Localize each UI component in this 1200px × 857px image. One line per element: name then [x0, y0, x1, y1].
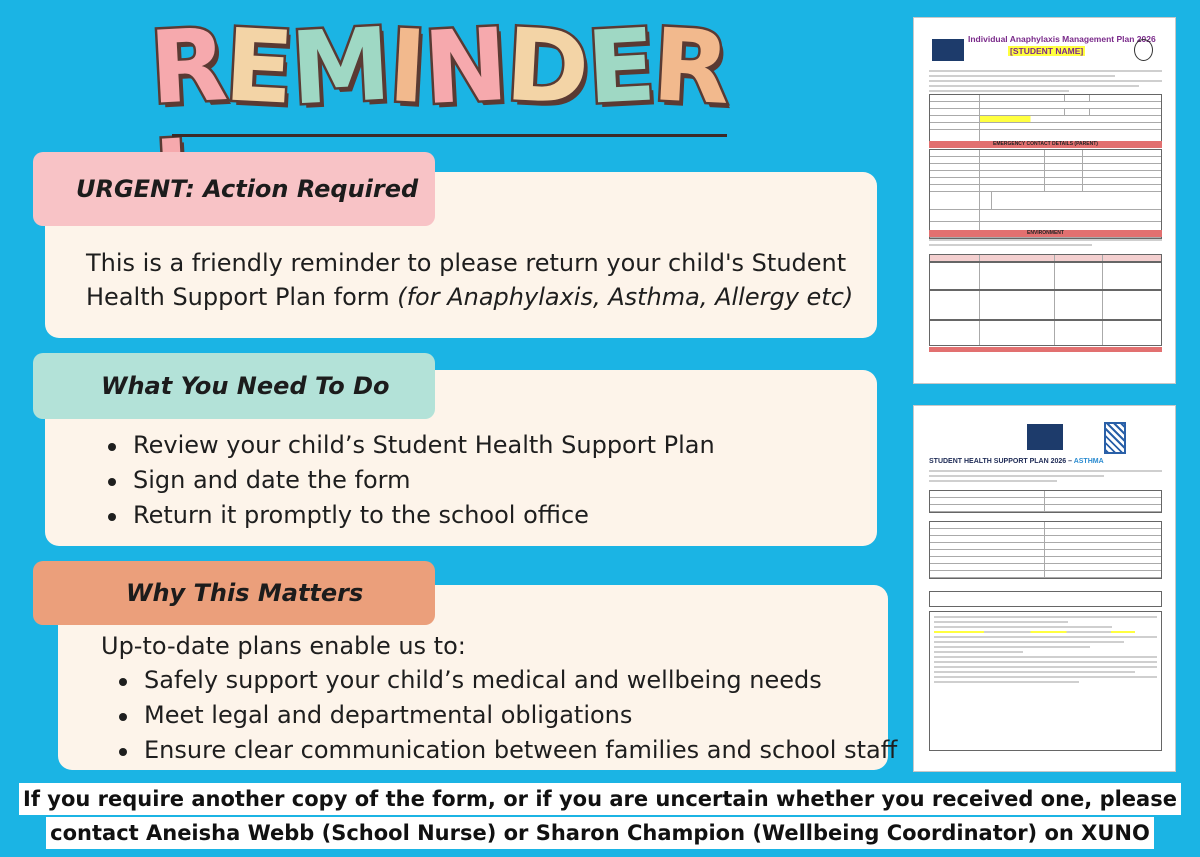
- face-icon: [1134, 39, 1153, 61]
- title-letter: E: [583, 6, 657, 127]
- title-letter: R: [146, 6, 228, 127]
- doc2-student-table: [929, 490, 1162, 513]
- school-logo: [1027, 424, 1063, 450]
- doc1-intro-lines: [929, 70, 1162, 95]
- urgent-line-1: This is a friendly reminder to please return your child's Student: [86, 249, 847, 277]
- why-heading: Why This Matters: [126, 579, 364, 607]
- list-item: Meet legal and departmental obligations: [115, 698, 897, 733]
- footer-line-1: If you require another copy of the form, or if you are uncertain whether you received one, please: [19, 783, 1181, 815]
- urgent-line-2: [86, 280, 866, 314]
- anaphylaxis-plan-thumbnail: [913, 17, 1176, 384]
- why-intro: Up-to-date plans enable us to:: [101, 632, 466, 660]
- asthma-plan-thumbnail: [913, 405, 1176, 772]
- why-list: [115, 663, 897, 768]
- list-item: Safely support your child’s medical and wellbeing needs: [115, 663, 897, 698]
- doc1-title: Individual Anaphylaxis Management Plan 2026: [968, 34, 1156, 44]
- list-item: Ensure clear communication between families and school staff: [115, 733, 897, 768]
- footer-note: [0, 783, 1200, 851]
- title-letter: E: [222, 6, 295, 127]
- doc2-consent-box: [929, 611, 1162, 751]
- title-letter: D: [502, 5, 590, 128]
- doc2-action-plan-box: [929, 591, 1162, 607]
- list-item: Return it promptly to the school office: [104, 498, 715, 533]
- doc2-title: [929, 458, 1104, 465]
- doc2-title-condition: ASTHMA: [1073, 458, 1104, 465]
- title-letter: I: [385, 7, 428, 126]
- why-heading-tab: [33, 561, 435, 625]
- doc1-student-name: [STUDENT NAME]: [1010, 46, 1084, 56]
- title-letter: M: [288, 5, 392, 128]
- doc2-contact-table: [929, 521, 1162, 579]
- todo-heading: What You Need To Do: [101, 372, 390, 400]
- urgent-heading: URGENT: Action Required: [76, 175, 419, 203]
- urgent-line-2-italic: (for Anaphylaxis, Asthma, Allergy etc): [397, 283, 854, 311]
- title-underline: [172, 134, 727, 137]
- todo-list: [104, 428, 715, 533]
- doc1-student-table: [929, 94, 1162, 145]
- urgent-heading-tab: [33, 152, 435, 226]
- todo-heading-tab: [33, 353, 435, 419]
- doc1-contact-table: [929, 149, 1162, 239]
- title-letter: N: [421, 5, 509, 128]
- title-letter: R: [650, 6, 732, 127]
- doc2-intro-lines: [929, 470, 1162, 485]
- school-logo: [932, 39, 964, 61]
- doc1-contact-band: EMERGENCY CONTACT DETAILS (PARENT): [929, 141, 1162, 148]
- list-item: Review your child’s Student Health Support Plan: [104, 428, 715, 463]
- doc2-title-text: STUDENT HEALTH SUPPORT PLAN 2026 –: [929, 458, 1074, 465]
- urgent-line-2-text: Health Support Plan form: [86, 283, 398, 311]
- footer-line-2: contact Aneisha Webb (School Nurse) or Sharon Champion (Wellbeing Coordinator) on XUNO: [46, 817, 1154, 849]
- reminder-title: [146, 5, 740, 128]
- doc1-environment-band: ENVIRONMENT: [929, 230, 1162, 237]
- hatch-icon: [1104, 422, 1126, 454]
- list-item: Sign and date the form: [104, 463, 715, 498]
- urgent-message: [86, 246, 866, 314]
